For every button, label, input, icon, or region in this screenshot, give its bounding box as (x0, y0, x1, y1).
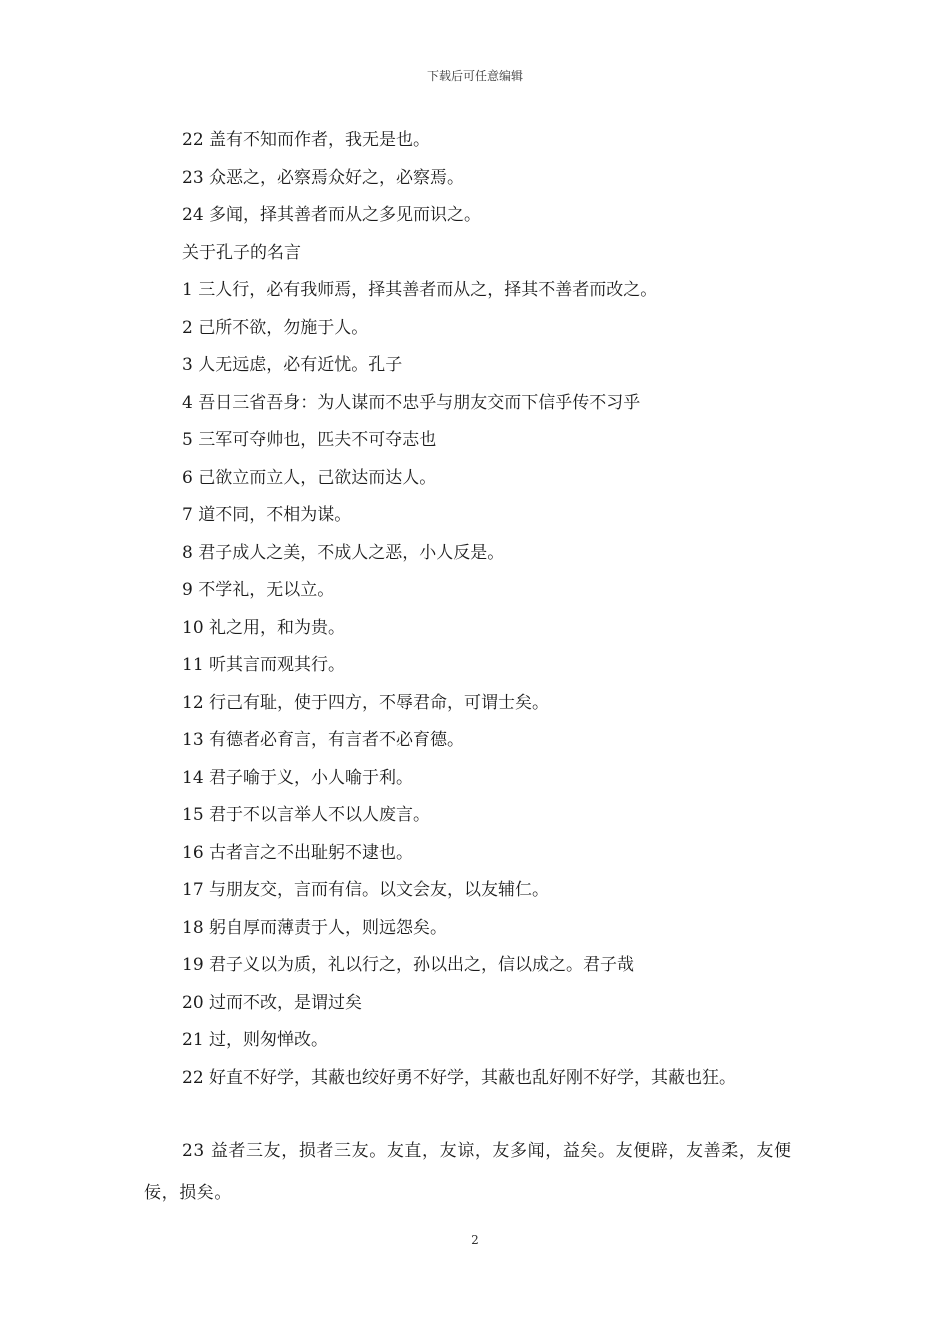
text-line: 23 众恶之，必察焉众好之，必察焉。 (182, 167, 465, 188)
quote-item: 13 有德者必育言，有言者不必育德。 (182, 730, 465, 750)
quote-item: 15 君于不以言举人不以人废言。 (182, 805, 431, 825)
quote-item: 21 过，则匆惮改。 (182, 1030, 329, 1050)
quote-item: 14 君子喻于义，小人喻于利。 (182, 767, 414, 788)
text-line: 22 盖有不知而作者，我无是也。 (182, 130, 431, 150)
quote-item: 7 道不同，不相为谋。 (182, 505, 352, 525)
quote-item: 9 不学礼，无以立。 (182, 580, 335, 600)
quote-item: 3 人无远虑，必有近忧。孔子 (182, 355, 403, 375)
quote-item: 5 三军可夺帅也，匹夫不可夺志也 (182, 430, 437, 450)
quote-item: 18 躬自厚而薄责于人，则远怨矣。 (182, 917, 448, 938)
page-header: 下载后可任意编辑 (426, 69, 523, 83)
quote-paragraph: 23 益者三友，损者三友。友直，友谅，友多闻，益矣。友便辟，友善柔，友便佞，损矣。 (144, 1141, 792, 1203)
quote-item: 2 己所不欲，勿施于人。 (182, 317, 369, 338)
quote-item: 12 行己有耻，使于四方，不辱君命，可谓士矣。 (182, 692, 550, 713)
quote-item: 22 好直不好学，其蔽也绞好勇不好学，其蔽也乱好刚不好学，其蔽也狂。 (182, 1067, 737, 1088)
quote-item: 6 己欲立而立人，己欲达而达人。 (182, 467, 437, 488)
quote-item: 10 礼之用，和为贵。 (182, 617, 346, 638)
quote-item: 4 吾日三省吾身：为人谋而不忠乎与朋友交而下信乎传不习乎 (182, 392, 641, 413)
quote-item: 1 三人行，必有我师焉，择其善者而从之，择其不善者而改之。 (182, 280, 658, 300)
quote-item: 20 过而不改，是谓过矣 (182, 992, 363, 1013)
quote-item: 8 君子成人之美，不成人之恶，小人反是。 (182, 542, 505, 563)
quote-item: 11 听其言而观其行。 (182, 655, 346, 675)
paragraph-spacer (144, 1097, 809, 1130)
quote-item: 19 君子义以为质，礼以行之，孙以出之，信以成之。君子哉 (182, 955, 635, 975)
document-body (144, 122, 809, 1214)
section-heading: 关于孔子的名言 (182, 242, 301, 263)
quote-item: 17 与朋友交，言而有信。以文会友，以友辅仁。 (182, 880, 550, 900)
page-number: 2 (471, 1233, 479, 1247)
text-line: 24 多闻，择其善者而从之多见而识之。 (182, 205, 482, 225)
quote-item: 16 古者言之不出耻躬不逮也。 (182, 842, 414, 863)
